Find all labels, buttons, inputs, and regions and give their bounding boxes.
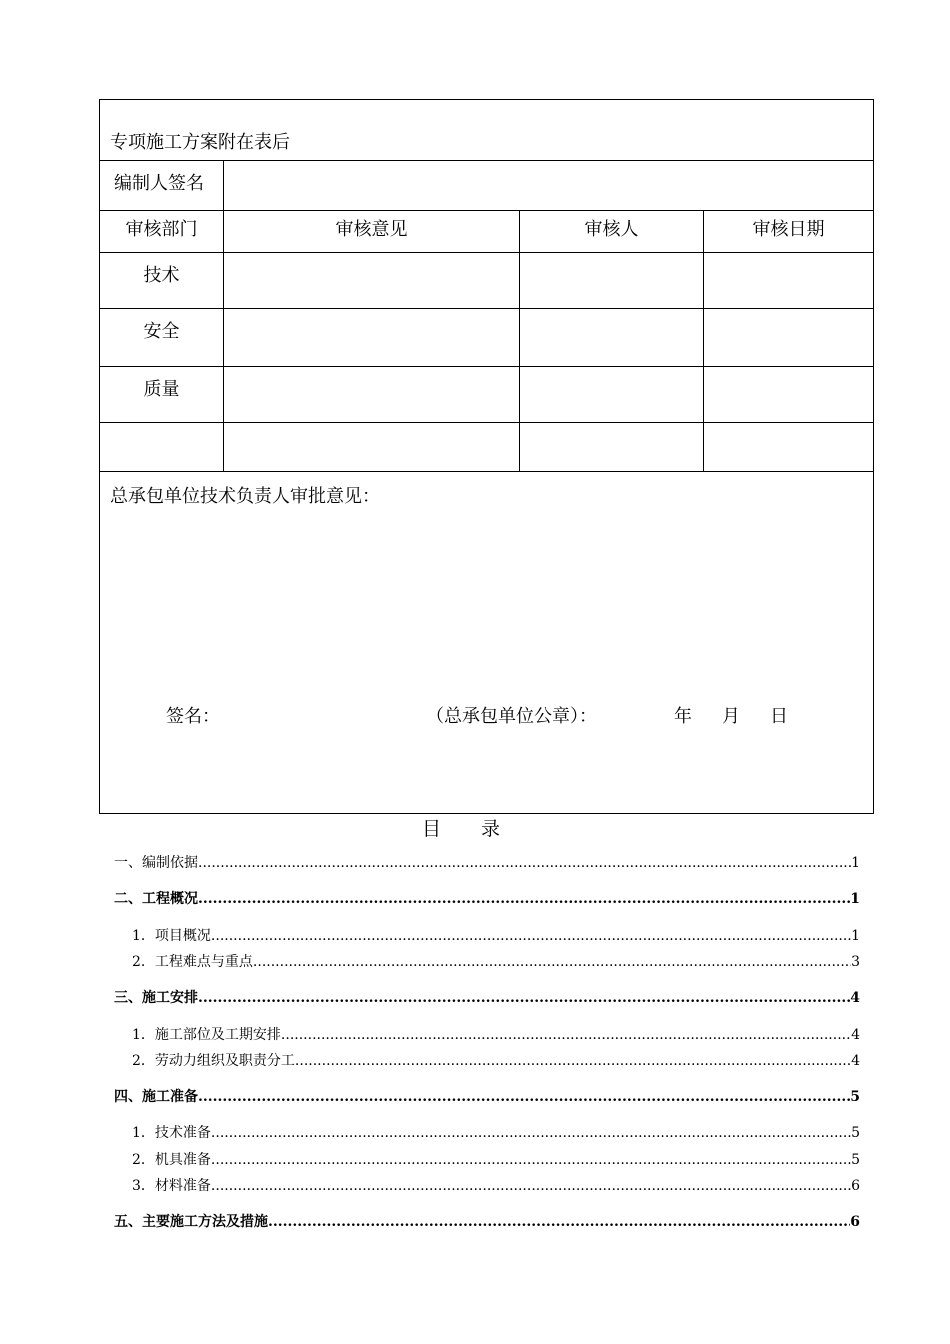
- dept-technical: 技术: [100, 253, 224, 308]
- toc-leader: [198, 891, 850, 907]
- review-row: [100, 253, 873, 309]
- review-row: [100, 367, 873, 423]
- toc-leader: [295, 1053, 851, 1069]
- toc-leader: [198, 990, 850, 1006]
- toc-page-number: 5: [850, 1089, 860, 1105]
- toc-page-number: 1: [850, 891, 860, 907]
- review-header-row: [100, 211, 873, 253]
- toc-entry-text: 3．材料准备: [132, 1178, 211, 1194]
- toc-title: 目录: [421, 818, 540, 840]
- date-field[interactable]: [704, 253, 873, 308]
- toc-entry-text: 一、编制依据: [114, 855, 198, 871]
- reviewer-field[interactable]: [520, 367, 704, 422]
- toc-leader: [211, 1178, 851, 1194]
- toc-entry-text: 1．项目概况: [132, 928, 211, 944]
- opinion-field[interactable]: [224, 309, 520, 366]
- toc-entry[interactable]: [132, 1122, 860, 1142]
- toc-page-number: 4: [851, 1053, 860, 1069]
- sign-label: 签名：: [166, 706, 220, 727]
- note-row: [100, 100, 873, 161]
- toc-leader: [198, 1089, 850, 1105]
- toc-page-number: 1: [851, 855, 860, 871]
- author-signature-field[interactable]: [224, 161, 873, 210]
- toc-page-number: 6: [851, 1178, 860, 1194]
- date-field[interactable]: [704, 423, 873, 471]
- toc-entry-text: 1．技术准备: [132, 1125, 211, 1141]
- date-field[interactable]: [704, 367, 873, 422]
- toc-page-number: 5: [851, 1125, 860, 1141]
- toc-page-number: 5: [851, 1152, 860, 1168]
- toc-entry[interactable]: [132, 951, 860, 971]
- toc-leader: [281, 1027, 851, 1043]
- seal-label: （总承包单位公章）：: [426, 706, 597, 727]
- toc-entry[interactable]: [132, 925, 860, 945]
- toc-entry-text: 五、主要施工方法及措施: [114, 1214, 268, 1230]
- day-label: 日: [770, 706, 788, 727]
- dept-safety: 安全: [100, 309, 224, 366]
- toc-leader: [211, 928, 851, 944]
- approval-title: 总承包单位技术负责人审批意见：: [110, 486, 380, 507]
- toc-entry[interactable]: [132, 1175, 860, 1195]
- review-row: [100, 423, 873, 472]
- toc-leader: [253, 954, 851, 970]
- approval-section: [100, 472, 873, 813]
- dept-quality: 质量: [100, 367, 224, 422]
- toc-entry[interactable]: [114, 1211, 860, 1231]
- toc-leader: [268, 1214, 850, 1230]
- toc-entry-text: 二、工程概况: [114, 891, 198, 907]
- toc-page-number: 3: [851, 954, 860, 970]
- reviewer-field[interactable]: [520, 253, 704, 308]
- toc-entry[interactable]: [114, 888, 860, 908]
- toc-entry[interactable]: [114, 1086, 860, 1106]
- toc-leader: [211, 1152, 851, 1168]
- toc-entry[interactable]: [132, 1149, 860, 1169]
- header-opinion: 审核意见: [224, 211, 520, 252]
- opinion-field[interactable]: [224, 253, 520, 308]
- opinion-field[interactable]: [224, 367, 520, 422]
- header-reviewer: 审核人: [520, 211, 704, 252]
- reviewer-field[interactable]: [520, 309, 704, 366]
- toc-entry-text: 2．机具准备: [132, 1152, 211, 1168]
- date-field[interactable]: [704, 309, 873, 366]
- toc-entry[interactable]: [132, 1050, 860, 1070]
- toc-page-number: 4: [850, 990, 860, 1006]
- toc-entry[interactable]: [114, 987, 860, 1007]
- author-label: 编制人签名: [114, 173, 204, 194]
- author-row: [100, 161, 873, 211]
- toc-page-number: 4: [851, 1027, 860, 1043]
- toc-leader: [198, 855, 851, 871]
- toc-entry-text: 2．劳动力组织及职责分工: [132, 1053, 295, 1069]
- month-label: 月: [722, 706, 740, 727]
- toc-entry-text: 四、施工准备: [114, 1089, 198, 1105]
- toc-entry-text: 三、施工安排: [114, 990, 198, 1006]
- dept-blank[interactable]: [100, 423, 224, 471]
- toc-page-number: 6: [850, 1214, 860, 1230]
- year-label: 年: [674, 706, 692, 727]
- toc-entry[interactable]: [114, 852, 860, 872]
- opinion-field[interactable]: [224, 423, 520, 471]
- toc-entry-text: 1．施工部位及工期安排: [132, 1027, 281, 1043]
- toc-entry-text: 2．工程难点与重点: [132, 954, 253, 970]
- author-label-cell: [100, 161, 224, 210]
- header-dept: 审核部门: [100, 211, 224, 252]
- header-date: 审核日期: [752, 219, 825, 240]
- reviewer-field[interactable]: [520, 423, 704, 471]
- approval-form-table: [99, 99, 874, 814]
- note-text: 专项施工方案附在表后: [110, 132, 290, 153]
- toc-leader: [211, 1125, 851, 1141]
- review-row: [100, 309, 873, 367]
- toc-page-number: 1: [851, 928, 860, 944]
- toc-entry[interactable]: [132, 1024, 860, 1044]
